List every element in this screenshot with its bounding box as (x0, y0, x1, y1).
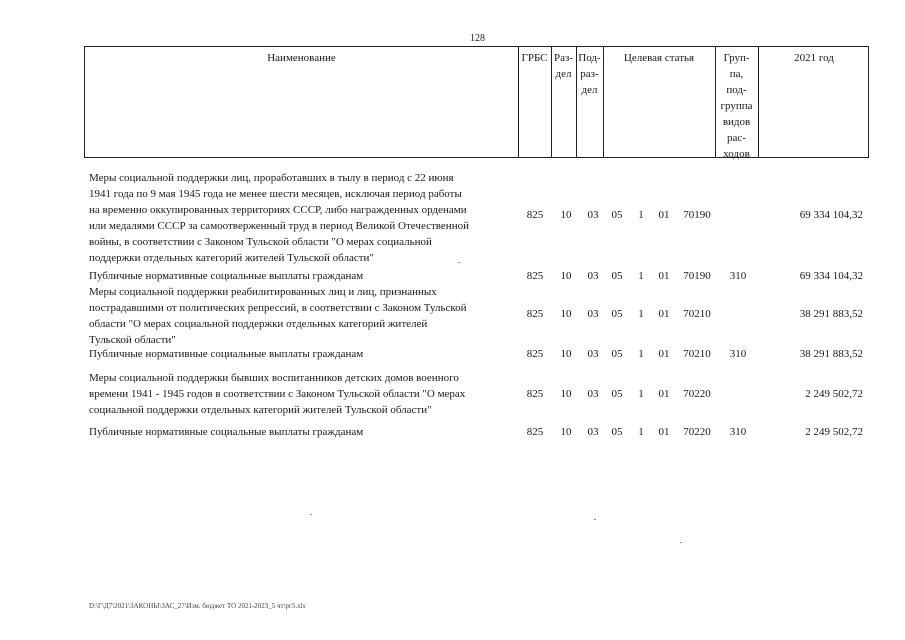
header-gruppa: Груп- па, под- группа видов рас- ходов (720, 52, 753, 160)
row-razdel: 10 (560, 270, 572, 282)
row-name: Публичные нормативные социальные выплаты гражданам (89, 270, 364, 282)
row-grbs: 825 (526, 209, 544, 221)
row-razdel: 10 (560, 388, 572, 400)
file-path-footer: D:\Г\Д7\2021\ЗАКОНЫ\ЗАС_27\Изм. бюджет ТО 2021-2023_5 чт\рг5.xls (89, 602, 306, 610)
row-vr: 310 (729, 348, 747, 360)
row-vr: 310 (729, 270, 747, 282)
row-grbs: 825 (526, 388, 544, 400)
table-row (0, 268, 905, 284)
scan-speck (594, 519, 596, 520)
row-grbs: 825 (526, 270, 544, 282)
row-ts-event: 01 (658, 270, 670, 282)
row-ts-event: 01 (658, 426, 670, 438)
row-podrazdel: 03 (587, 426, 599, 438)
row-ts-subprogram: 1 (638, 209, 644, 221)
page-number: 128 (470, 33, 485, 44)
scan-speck (680, 542, 682, 543)
row-grbs: 825 (526, 426, 544, 438)
row-name: Меры социальной поддержки лиц, проработавших в тылу в период с 22 июня 1941 года по 9 мая 1945 года не менее шести месяцев, исключая период работы на временно оккупированных территориях СССР, либо награжденных орденами или медалями СССР за самоотверженный труд в период Великой Отечественной войны, в соответствии с Законом Тульской области "О мерах социальной поддержки отдельных категорий жителей Тульской области" (89, 172, 469, 264)
row-ts-event: 01 (658, 388, 670, 400)
row-ts-event: 01 (658, 209, 670, 221)
table-row (0, 424, 905, 440)
row-ts-subprogram: 1 (638, 388, 644, 400)
row-vr: 310 (729, 426, 747, 438)
header-grbs: ГРБС (521, 52, 548, 64)
scan-speck (310, 514, 312, 515)
row-ts-program: 05 (611, 308, 623, 320)
row-ts-program: 05 (611, 426, 623, 438)
row-podrazdel: 03 (587, 270, 599, 282)
row-name: Публичные нормативные социальные выплаты гражданам (89, 348, 364, 360)
row-ts-direction: 70190 (683, 270, 711, 282)
header-name: Наименование (267, 52, 336, 64)
table-row (0, 170, 905, 266)
row-grbs: 825 (526, 308, 544, 320)
row-ts-event: 01 (658, 348, 670, 360)
row-ts-subprogram: 1 (638, 270, 644, 282)
row-amount: 38 291 883,52 (799, 308, 863, 320)
row-name: Меры социальной поддержки бывших воспитанников детских домов военного времени 1941 - 1945 годов в соответствии с Законом Тульской области "О мерах социальной поддержки отдельных категорий жителей Тульской области" (89, 372, 466, 416)
row-name: Меры социальной поддержки реабилитированных лиц и лиц, признанных пострадавшими от политических репрессий, в соответствии с Законом Тульской области "О мерах социальной поддержки отдельных категорий жителей Тульской области" (89, 286, 467, 346)
row-ts-program: 05 (611, 270, 623, 282)
row-razdel: 10 (560, 348, 572, 360)
row-ts-subprogram: 1 (638, 348, 644, 360)
row-ts-event: 01 (658, 308, 670, 320)
row-amount: 38 291 883,52 (799, 348, 863, 360)
header-razdel: Раз- дел (553, 52, 573, 80)
row-amount: 2 249 502,72 (805, 426, 863, 438)
header-year: 2021 год (794, 52, 834, 64)
row-razdel: 10 (560, 426, 572, 438)
row-ts-direction: 70190 (683, 209, 711, 221)
row-name: Публичные нормативные социальные выплаты гражданам (89, 426, 364, 438)
row-ts-direction: 70220 (683, 388, 711, 400)
row-ts-subprogram: 1 (638, 308, 644, 320)
row-podrazdel: 03 (587, 209, 599, 221)
scan-speck (458, 262, 460, 263)
table-row (0, 346, 905, 362)
table-row (0, 370, 905, 418)
table-row (0, 284, 905, 348)
row-ts-direction: 70210 (683, 308, 711, 320)
row-podrazdel: 03 (587, 388, 599, 400)
row-ts-direction: 70220 (683, 426, 711, 438)
row-amount: 69 334 104,32 (799, 270, 863, 282)
row-grbs: 825 (526, 348, 544, 360)
row-podrazdel: 03 (587, 308, 599, 320)
row-podrazdel: 03 (587, 348, 599, 360)
table-header (84, 46, 869, 158)
row-razdel: 10 (560, 209, 572, 221)
row-amount: 69 334 104,32 (799, 209, 863, 221)
header-tselevaya-statya: Целевая статья (623, 52, 695, 64)
row-ts-program: 05 (611, 388, 623, 400)
row-ts-program: 05 (611, 348, 623, 360)
row-razdel: 10 (560, 308, 572, 320)
row-ts-program: 05 (611, 209, 623, 221)
row-ts-subprogram: 1 (638, 426, 644, 438)
header-podrazdel: Под- раз- дел (578, 52, 601, 96)
row-ts-direction: 70210 (683, 348, 711, 360)
row-amount: 2 249 502,72 (805, 388, 863, 400)
